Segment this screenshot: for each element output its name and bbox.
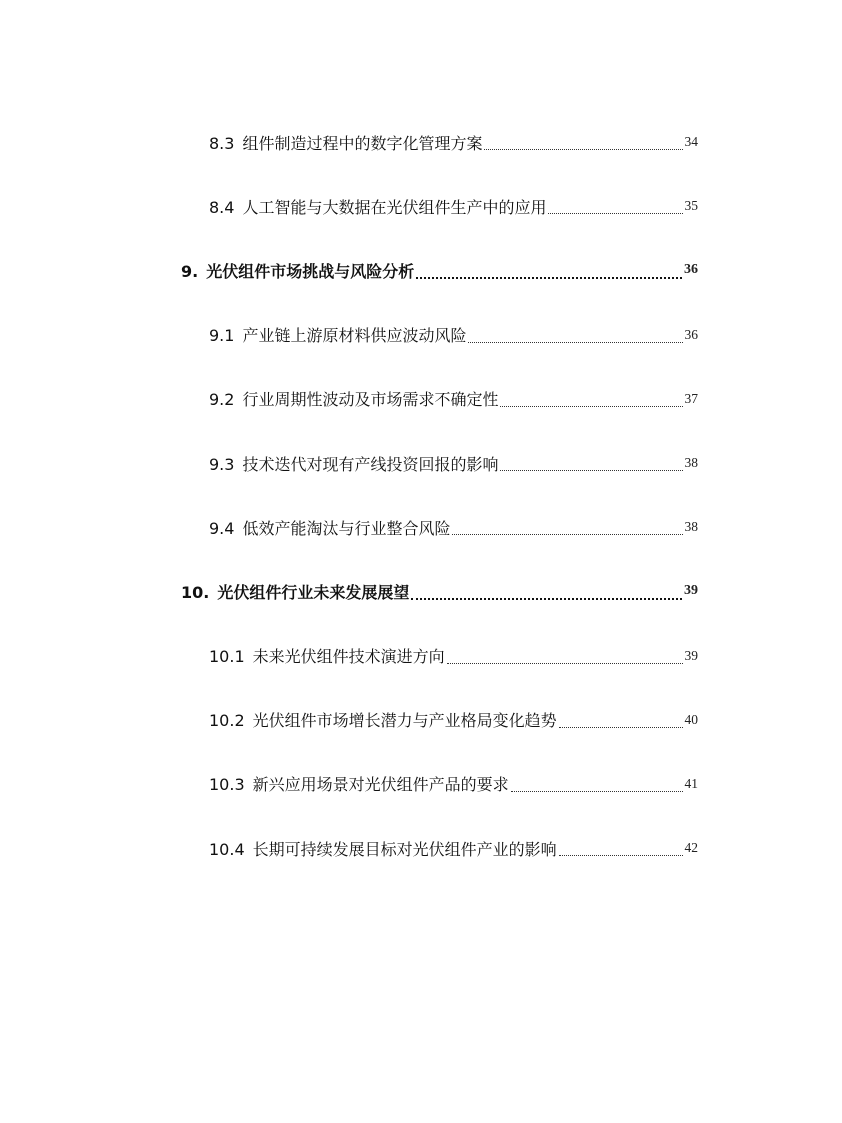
toc-entry-title: 新兴应用场景对光伏组件产品的要求 <box>252 775 509 795</box>
toc-entry-10-2[interactable] <box>0 688 842 752</box>
toc-page-number: 35 <box>684 198 698 214</box>
toc-dot-leader <box>411 597 682 600</box>
toc-page-number: 42 <box>684 840 698 856</box>
toc-entry-number: 10.2 <box>209 711 245 731</box>
toc-dot-leader <box>468 341 682 343</box>
toc-page-number: 41 <box>684 775 698 791</box>
toc-entry-title: 未来光伏组件技术演进方向 <box>252 647 445 667</box>
toc-entry-title: 人工智能与大数据在光伏组件生产中的应用 <box>242 197 547 217</box>
toc-entry-label <box>209 131 482 154</box>
toc-entry-number: 8.3 <box>209 133 235 153</box>
toc-entry-number: 10. <box>181 582 210 602</box>
toc-entry-9-2[interactable] <box>0 367 842 431</box>
toc-entry-number: 10.3 <box>209 775 245 795</box>
toc-entry-number: 9.4 <box>209 518 235 538</box>
toc-entry-number: 10.4 <box>209 839 245 859</box>
toc-entry-label <box>209 708 557 731</box>
toc-entry-number: 9.2 <box>209 390 235 410</box>
toc-page-number: 38 <box>684 519 698 535</box>
toc-page-number: 36 <box>684 262 698 278</box>
toc-entry-number: 9.3 <box>209 454 235 474</box>
toc-entry-label <box>209 452 498 475</box>
toc-page-number: 40 <box>684 711 698 727</box>
toc-dot-leader <box>511 790 683 792</box>
toc-entry-label <box>181 580 409 603</box>
toc-entry-label <box>209 772 509 795</box>
toc-entry-9-4[interactable] <box>0 495 842 559</box>
toc-dot-leader <box>484 148 682 150</box>
toc-entry-label <box>209 195 546 218</box>
toc-entry-10-3[interactable] <box>0 752 842 816</box>
toc-dot-leader <box>559 854 683 856</box>
toc-entry-8-3[interactable] <box>0 110 842 174</box>
toc-entry-label <box>181 259 414 282</box>
toc-entry-title: 低效产能淘汰与行业整合风险 <box>242 518 451 538</box>
toc-entry-8-4[interactable] <box>0 174 842 238</box>
toc-dot-leader <box>500 405 682 407</box>
toc-entry-label <box>209 323 466 346</box>
toc-entry-label <box>209 516 450 539</box>
toc-page-number: 39 <box>684 647 698 663</box>
toc-entry-title: 光伏组件市场挑战与风险分析 <box>206 261 415 281</box>
toc-entry-label <box>209 837 557 860</box>
toc-entry-9[interactable] <box>0 238 842 302</box>
toc-page-number: 34 <box>684 134 698 150</box>
toc-entry-10[interactable] <box>0 559 842 623</box>
toc-page-number: 39 <box>684 583 698 599</box>
toc-entry-10-4[interactable] <box>0 816 842 880</box>
toc-entry-title: 行业周期性波动及市场需求不确定性 <box>242 390 499 410</box>
toc-entry-9-1[interactable] <box>0 303 842 367</box>
toc-entry-title: 长期可持续发展目标对光伏组件产业的影响 <box>252 839 557 859</box>
toc-entry-10-1[interactable] <box>0 624 842 688</box>
toc-entry-title: 技术迭代对现有产线投资回报的影响 <box>242 454 499 474</box>
toc-page-number: 37 <box>684 390 698 406</box>
toc-entry-number: 9.1 <box>209 326 235 346</box>
toc-entry-label <box>209 644 445 667</box>
toc-dot-leader <box>500 469 682 471</box>
toc-entry-label <box>209 387 498 410</box>
toc-entry-title: 组件制造过程中的数字化管理方案 <box>242 133 483 153</box>
toc-dot-leader <box>452 533 682 535</box>
toc-dot-leader <box>416 276 682 279</box>
toc-entry-9-3[interactable] <box>0 431 842 495</box>
toc-entry-title: 光伏组件行业未来发展展望 <box>217 582 410 602</box>
toc-entry-number: 8.4 <box>209 197 235 217</box>
toc-dot-leader <box>559 726 683 728</box>
toc-page-number: 36 <box>684 326 698 342</box>
toc-entry-number: 10.1 <box>209 647 245 667</box>
toc-entry-title: 光伏组件市场增长潜力与产业格局变化趋势 <box>252 711 557 731</box>
toc-entry-number: 9. <box>181 261 199 281</box>
toc-dot-leader <box>447 662 683 664</box>
toc-dot-leader <box>548 212 682 214</box>
toc-page-number: 38 <box>684 455 698 471</box>
table-of-contents <box>0 110 842 880</box>
toc-entry-title: 产业链上游原材料供应波动风险 <box>242 326 467 346</box>
